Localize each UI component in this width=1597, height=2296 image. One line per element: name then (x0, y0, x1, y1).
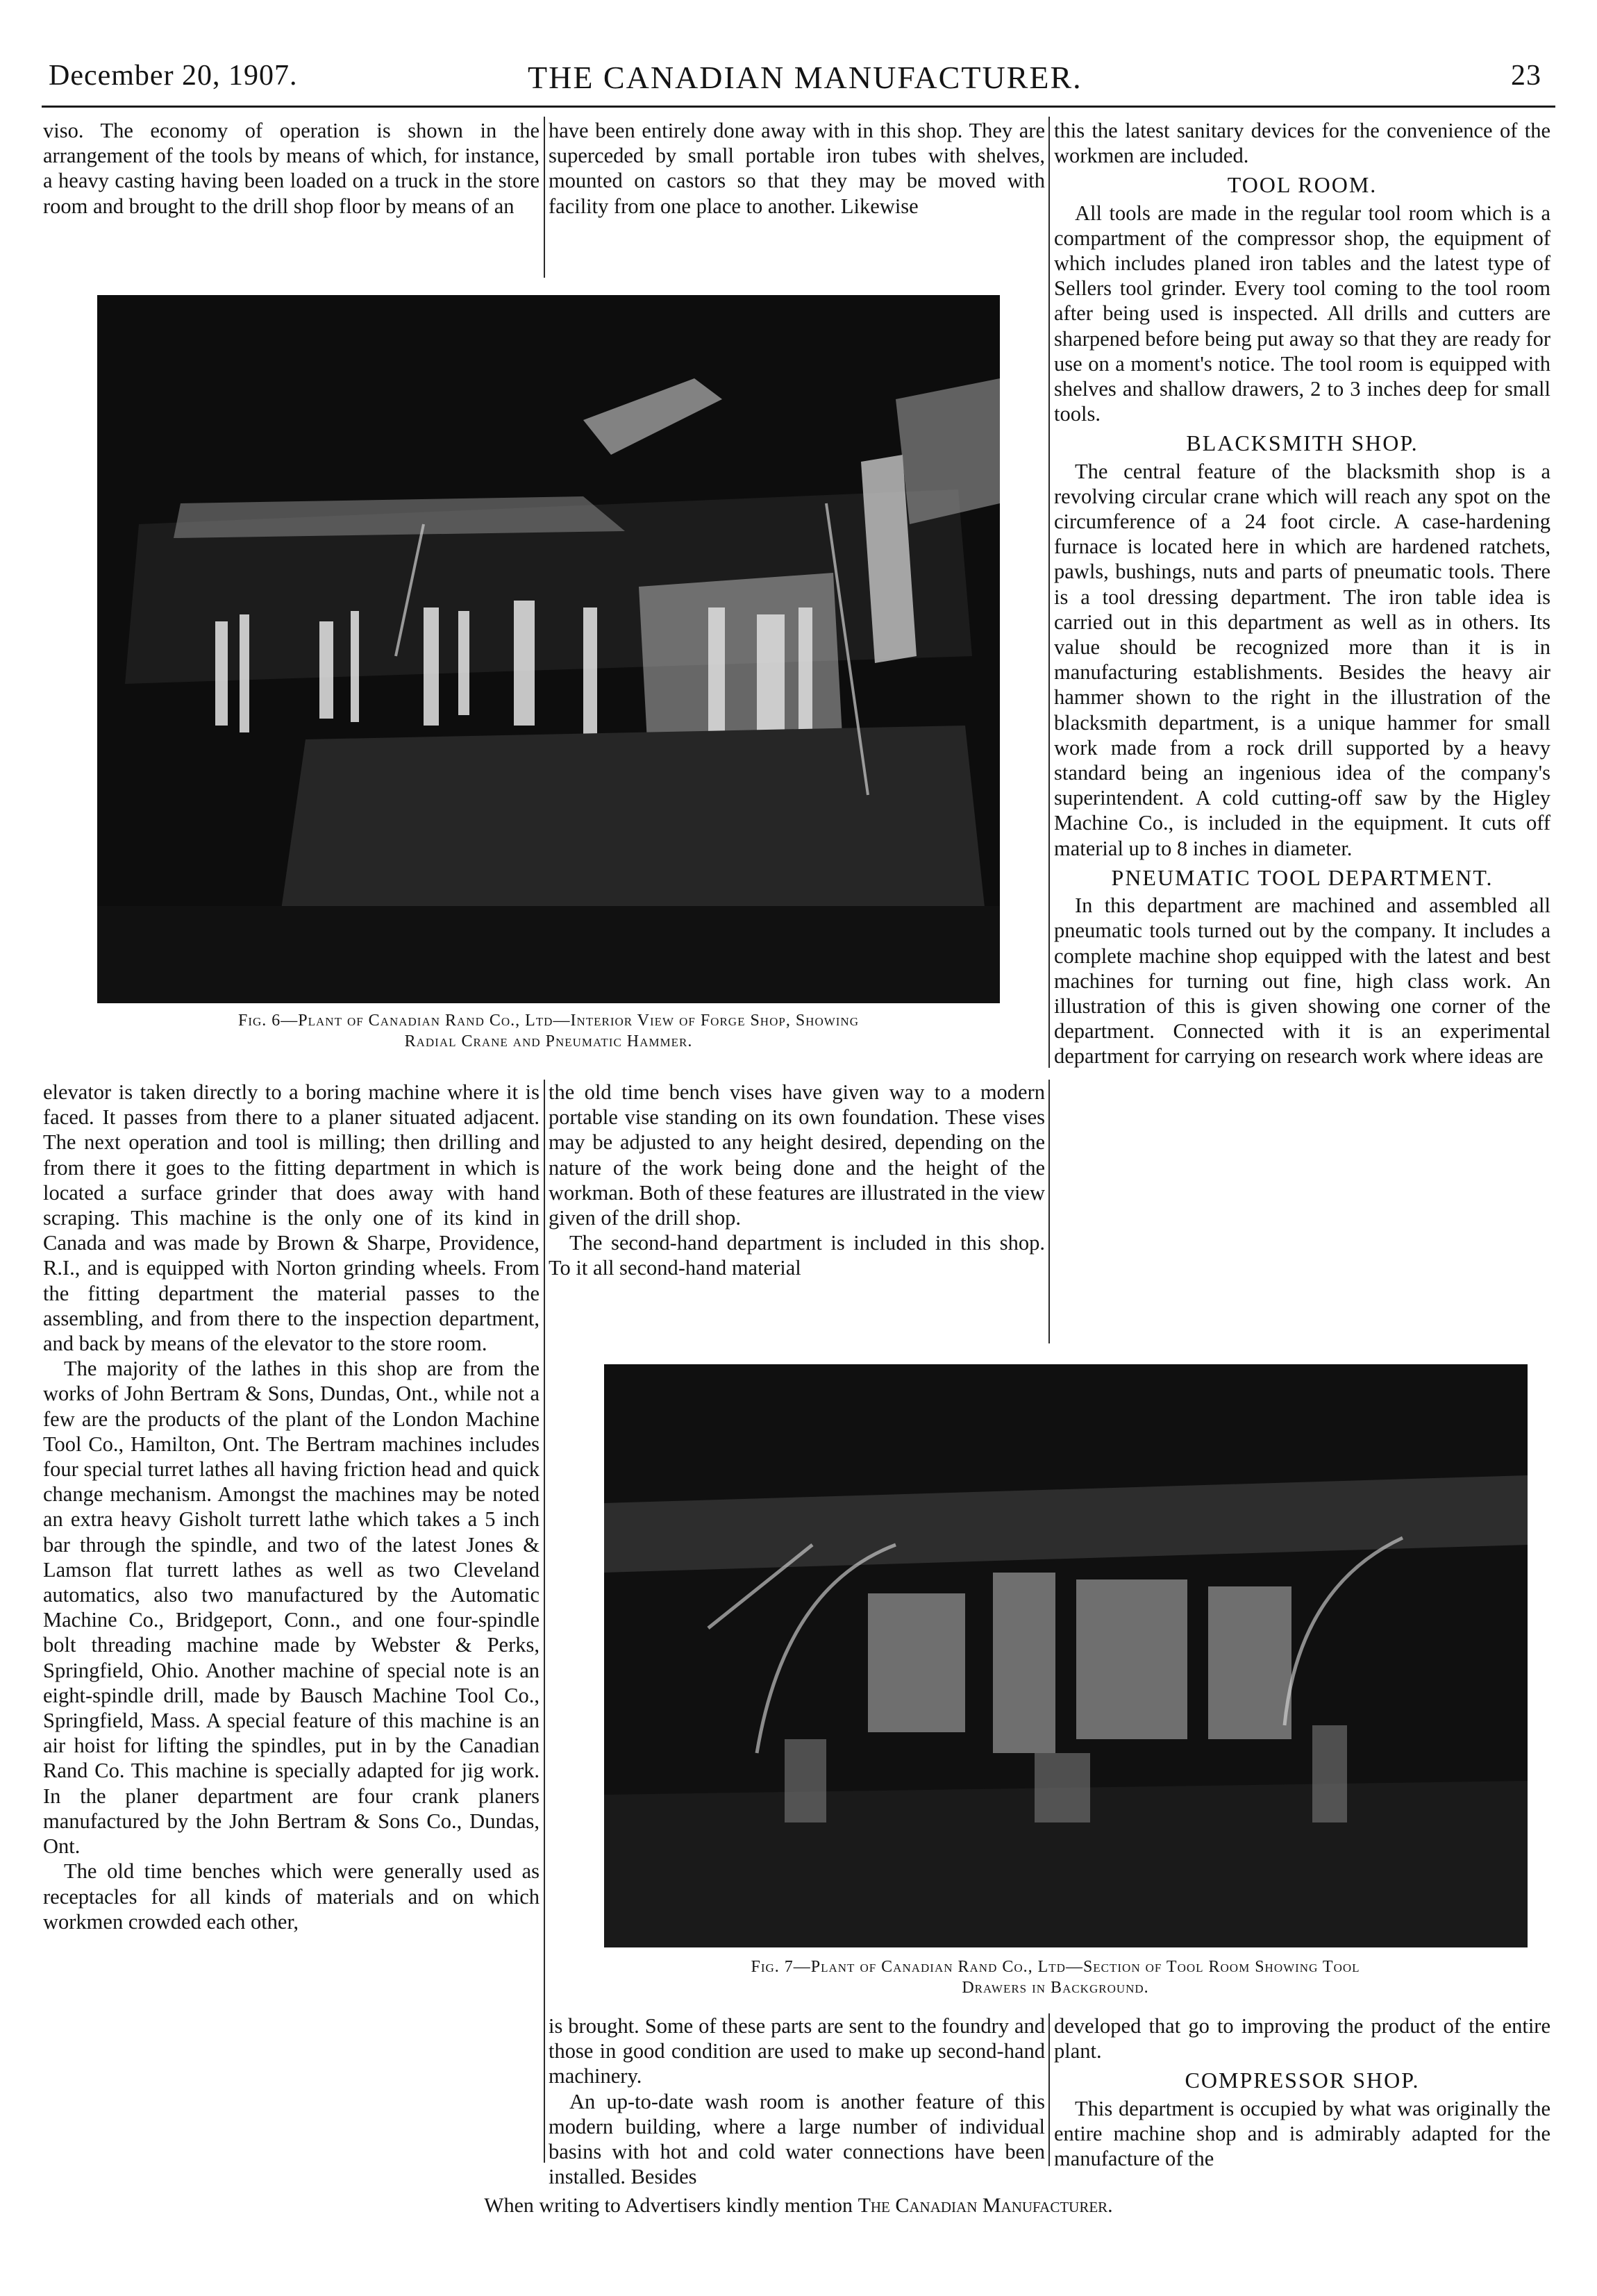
caption-line: Radial Crane and Pneumatic Hammer. (404, 1032, 693, 1050)
bottom-column-3 (1054, 2013, 1550, 2171)
paragraph: The second-hand department is included in this shop. To it all second-hand material (549, 1231, 1045, 1280)
top-column-1 (43, 118, 540, 278)
page-header (42, 59, 1555, 108)
footer-text: When writing to Advertisers kindly mention (484, 2194, 853, 2217)
figure-7-tool-room-photo (604, 1364, 1528, 1947)
paragraph: viso. The economy of operation is shown in the arrangement of the tools by means of which, for instance, a heavy casting having been loaded on a truck in the store room and brought to the drill shop floor by means of an (43, 119, 540, 218)
paragraph: developed that go to improving the product of the entire plant. (1054, 2014, 1550, 2063)
caption-line: Drawers in Background. (962, 1979, 1149, 1997)
middle-column-2 (549, 1080, 1045, 1343)
section-heading-compressor-shop: COMPRESSOR SHOP. (1185, 2068, 1420, 2093)
issue-date: December 20, 1907. (49, 60, 298, 92)
figure-6-caption (56, 1010, 1042, 1052)
column-rule (1048, 1080, 1050, 1343)
paragraph: is brought. Some of these parts are sent to the foundry and those in good condition are used to make up second-hand machinery. (549, 2014, 1045, 2088)
paragraph: elevator is taken directly to a boring machine where it is faced. It passes from there to a planer situated adjacent. The next operation and tool is milling; then drilling and from there it goes to the fitting department in which is located a surface grinder that does away with hand scraping. This machine is the only one of its kind in Canada and was made by Brown & Sharpe, Providence, R.I., and is equipped with Norton grinding wheels. From the fitting department the material passes to the assembling, and from there to the inspection department, and back by means of the elevator to the store room. (43, 1080, 540, 1356)
section-heading-blacksmith-shop: BLACKSMITH SHOP. (1186, 430, 1419, 456)
paragraph: the old time bench vises have given way to a modern portable vise standing on its own foundation. These vises may be adjusted to any height desired, depending on the nature of the work being done and the height of the workman. Both of these features are illustrated in the view given of the drill shop. (549, 1080, 1045, 1230)
column-rule (544, 1080, 545, 2163)
section-heading-pneumatic-tool: PNEUMATIC TOOL DEPARTMENT. (1111, 864, 1494, 890)
paragraph: In this department are machined and assembled all pneumatic tools turned out by the company. It includes a complete machine shop equipped with the latest and best machines for turning out fine, high class work. An illustration of this is given showing one corner of the department. Connected with it is an experimental department for carrying on research work where ideas are (1054, 894, 1550, 1069)
paragraph: The old time benches which were generally used as receptacles for all kinds of materials and on which workmen crowded each other, (43, 1859, 540, 1934)
top-column-2 (549, 118, 1045, 278)
left-column-long (43, 1080, 540, 2163)
paragraph: An up-to-date wash room is another feature of this modern building, where a large number of individual basins with hot and cold water connections have been installed. Besides (549, 2089, 1045, 2189)
caption-line: Fig. 6—Plant of Canadian Rand Co., Ltd—Interior View of Forge Shop, Showing (238, 1012, 859, 1030)
header-rule (42, 106, 1555, 108)
paragraph: The central feature of the blacksmith shop is a revolving circular crane which will reach any spot on the circumference of a 24 foot circle. A case-hardening furnace is located here in which are hardened ratchets, pawls, bushings, nuts and parts of pneumatic tools. There is a tool dressing department. The iron table idea is carried out in this department as well as in others. Its value should be recognized more than it is in manufacturing establishments. Besides the heavy air hammer shown to the right in the illustration of the blacksmith department, is a unique hammer for small work made from a rock drill supported by a heavy standard being an ingenious idea of the company's superintendent. A cold cutting-off saw by the Higley Machine Co., is included in the equipment. It cuts off material up to 8 inches in diameter. (1054, 459, 1550, 860)
forge-shop-image (97, 295, 1000, 1003)
page-footer (0, 2194, 1597, 2218)
page-number: 23 (1511, 60, 1541, 92)
figure-6-forge-shop-photo (97, 295, 1000, 1003)
column-rule (1048, 2013, 1050, 2166)
paragraph: have been entirely done away with in this shop. They are superceded by small portable iron tubes with shelves, mounted on castors so that they may be moved with facility from one place to another. Likewise (549, 119, 1045, 218)
caption-line: Fig. 7—Plant of Canadian Rand Co., Ltd—Section of Tool Room Showing Tool (751, 1958, 1360, 1976)
column-rule (544, 117, 545, 278)
publication-title: THE CANADIAN MANUFACTURER. (528, 60, 1082, 95)
tool-room-image (604, 1364, 1528, 1947)
paragraph: All tools are made in the regular tool room which is a compartment of the compressor shop, the equipment of which includes planed iron tables and the latest type of Sellers tool grinder. Every tool coming to the tool room after being used is inspected. All drills and cutters are sharpened before being put away so that they are ready for use on a moment's notice. The tool room is equipped with shelves and shallow drawers, 2 to 3 inches deep for small tools. (1054, 201, 1550, 426)
column-rule (1048, 117, 1050, 1068)
bottom-column-2 (549, 2013, 1045, 2189)
section-heading-tool-room: TOOL ROOM. (1227, 172, 1378, 198)
figure-7-caption (555, 1956, 1555, 1998)
paragraph: The majority of the lathes in this shop are from the works of John Bertram & Sons, Dundas, Ont., while not a few are the products of the plant of the London Machine Tool Co., Hamilton, Ont. The Bertram machines includes four special turret lathes all having friction head and quick change mechanism. Amongst the machines may be noted an extra heavy Gisholt turrett lathe which takes a 5 inch bar through the spindle, and two of the latest Jones & Lamson flat turrett lathes as well as two Cleveland automatics, also two manufactured by the Automatic Machine Co., Bridgeport, Conn., and one four-spindle bolt threading machine made by Webster & Perks, Springfield, Ohio. Another machine of special note is an eight-spindle drill, made by Bausch Machine Tool Co., Springfield, Mass. A special feature of this machine is an air hoist for lifting the spindles, put in by the Canadian Rand Co. This machine is specially adapted for jig work. In the planer department are four crank planers manufactured by the John Bertram & Sons Co., Dundas, Ont. (43, 1357, 540, 1859)
right-column (1054, 118, 1550, 1069)
paragraph: this the latest sanitary devices for the convenience of the workmen are included. (1054, 119, 1550, 168)
footer-publication: The Canadian Manufacturer. (858, 2194, 1113, 2217)
paragraph: This department is occupied by what was originally the entire machine shop and is admirably adapted for the manufacture of the (1054, 2096, 1550, 2171)
